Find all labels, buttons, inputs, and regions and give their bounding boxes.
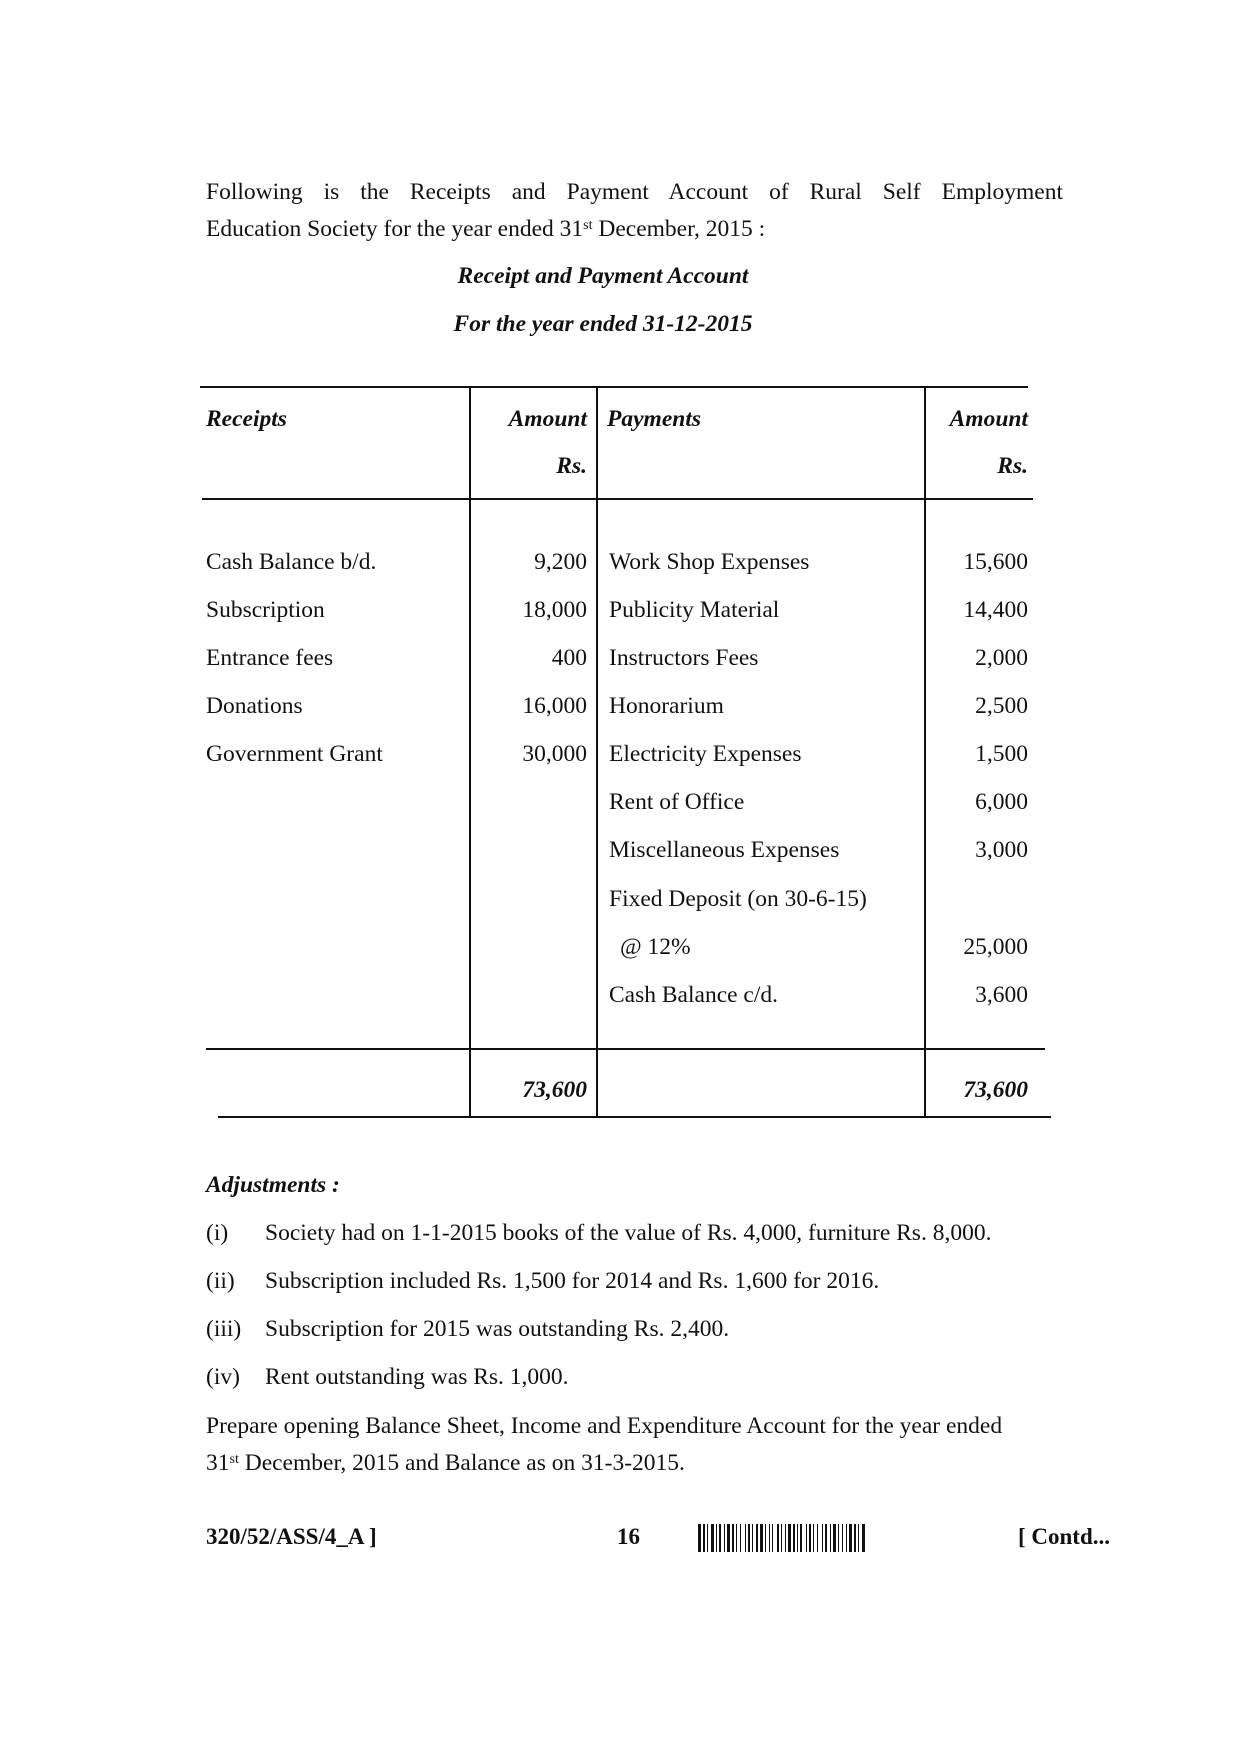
receipt-label: Cash Balance b/d. bbox=[206, 549, 377, 575]
instruction-line-2 bbox=[206, 1445, 1063, 1482]
barcode-bar bbox=[756, 1524, 758, 1552]
barcode-bar bbox=[740, 1524, 741, 1552]
intro-paragraph bbox=[206, 174, 1063, 248]
table-total-top-rule bbox=[206, 1048, 1045, 1050]
adjustment-item bbox=[206, 1364, 569, 1391]
table-col-divider-3 bbox=[924, 386, 926, 1117]
barcode-bar bbox=[745, 1524, 746, 1552]
barcode-bar bbox=[842, 1524, 843, 1552]
header-rs-receipts: Rs. bbox=[556, 453, 587, 479]
payment-amount: 14,400 bbox=[963, 597, 1028, 623]
barcode-bar bbox=[719, 1524, 721, 1552]
payment-label: Miscellaneous Expenses bbox=[609, 837, 840, 863]
adjustment-item bbox=[206, 1316, 729, 1343]
adjustments-title: Adjustments : bbox=[206, 1172, 340, 1198]
total-payments: 73,600 bbox=[963, 1077, 1028, 1103]
payment-label: Rent of Office bbox=[609, 789, 745, 815]
adjustment-text: Rent outstanding was Rs. 1,000. bbox=[265, 1364, 569, 1390]
table-top-rule bbox=[200, 386, 1028, 388]
barcode-bar bbox=[748, 1524, 750, 1552]
barcode-bar bbox=[822, 1524, 823, 1552]
barcode-bar bbox=[813, 1524, 814, 1552]
intro-line-2-end: December, 2015 : bbox=[592, 216, 766, 242]
payment-label: Instructors Fees bbox=[609, 645, 759, 671]
receipt-amount: 400 bbox=[551, 645, 587, 671]
barcode-bar bbox=[849, 1524, 852, 1552]
barcode-bar bbox=[724, 1524, 725, 1552]
barcode-bar bbox=[833, 1524, 836, 1552]
adjustment-text: Society had on 1-1-2015 books of the value of Rs. 4,000, furniture Rs. 8,000. bbox=[265, 1220, 992, 1246]
barcode-bar bbox=[760, 1524, 763, 1552]
header-payments: Payments bbox=[607, 406, 701, 432]
header-amount-payments: Amount bbox=[949, 406, 1028, 432]
intro-line-1: Following is the Receipts and Payment Account of Rural Self Employment bbox=[206, 179, 1063, 205]
adjustment-item bbox=[206, 1268, 879, 1295]
adjustment-number: (i) bbox=[206, 1220, 229, 1246]
receipt-label: Government Grant bbox=[206, 741, 383, 767]
receipt-label: Donations bbox=[206, 693, 303, 719]
total-receipts: 73,600 bbox=[522, 1077, 587, 1103]
table-col-divider-2 bbox=[596, 386, 598, 1117]
adjustment-number: (ii) bbox=[206, 1268, 235, 1294]
barcode-bar bbox=[732, 1524, 734, 1552]
receipt-amount: 16,000 bbox=[522, 693, 587, 719]
table-header-rule bbox=[202, 498, 1033, 500]
account-title: Receipt and Payment Account bbox=[457, 263, 749, 289]
footer-code: 320/52/ASS/4_A ] bbox=[206, 1524, 377, 1549]
barcode-bar bbox=[703, 1524, 705, 1552]
adjustment-item bbox=[206, 1220, 991, 1247]
continued-label: [ Contd... bbox=[1018, 1524, 1111, 1549]
intro-line-2-text: Education Society for the year ended 31 bbox=[206, 216, 584, 242]
barcode-bar bbox=[838, 1524, 839, 1552]
payment-amount: 3,600 bbox=[975, 982, 1028, 1008]
barcode-bar bbox=[772, 1524, 773, 1552]
barcode-bar bbox=[830, 1524, 831, 1552]
payment-amount: 3,000 bbox=[975, 837, 1028, 863]
barcode-bar bbox=[846, 1524, 847, 1552]
receipt-label: Subscription bbox=[206, 597, 325, 623]
barcode-bar bbox=[793, 1524, 795, 1552]
adjustment-text: Subscription for 2015 was outstanding Rs. 2,400. bbox=[265, 1316, 730, 1342]
instruction-line-2-text: December, 2015 and Balance as on 31-3-2015. bbox=[238, 1450, 685, 1476]
payment-label: @ 12% bbox=[620, 934, 691, 960]
barcode-image bbox=[698, 1524, 1000, 1552]
table-bottom-rule bbox=[218, 1116, 1051, 1118]
payment-label: Electricity Expenses bbox=[609, 741, 802, 767]
barcode-bar bbox=[858, 1524, 859, 1552]
barcode-bar bbox=[817, 1524, 818, 1552]
header-receipts: Receipts bbox=[206, 406, 287, 432]
barcode-bar bbox=[711, 1524, 714, 1552]
barcode-bar bbox=[800, 1524, 802, 1552]
payment-label: Honorarium bbox=[609, 693, 724, 719]
barcode-bar bbox=[809, 1524, 811, 1552]
payment-amount: 2,500 bbox=[975, 693, 1028, 719]
receipt-label: Entrance fees bbox=[206, 645, 334, 671]
account-period: For the year ended 31-12-2015 bbox=[453, 311, 753, 337]
adjustment-number: (iv) bbox=[206, 1364, 240, 1390]
header-rs-payments: Rs. bbox=[997, 453, 1028, 479]
adjustment-number: (iii) bbox=[206, 1316, 242, 1342]
barcode-bar bbox=[785, 1524, 786, 1552]
payment-amount: 1,500 bbox=[975, 741, 1028, 767]
payment-label: Publicity Material bbox=[609, 597, 780, 623]
payment-label: Work Shop Expenses bbox=[609, 549, 810, 575]
barcode-bar bbox=[854, 1524, 856, 1552]
receipt-amount: 18,000 bbox=[522, 597, 587, 623]
barcode-bar bbox=[727, 1524, 730, 1552]
barcode-bar bbox=[769, 1524, 770, 1552]
adjustment-text: Subscription included Rs. 1,500 for 2014 and Rs. 1,600 for 2016. bbox=[265, 1268, 880, 1294]
table-col-divider-1 bbox=[469, 386, 471, 1117]
intro-superscript: st bbox=[583, 218, 593, 233]
barcode-bar bbox=[797, 1524, 798, 1552]
barcode-bar bbox=[752, 1524, 753, 1552]
barcode-bar bbox=[806, 1524, 807, 1552]
instruction-line-2-start: 31 bbox=[206, 1450, 230, 1476]
payment-label: Cash Balance c/d. bbox=[609, 982, 779, 1008]
barcode-bar bbox=[788, 1524, 791, 1552]
intro-line-2 bbox=[206, 211, 1063, 248]
payment-amount: 2,000 bbox=[975, 645, 1028, 671]
receipt-amount: 9,200 bbox=[534, 549, 587, 575]
barcode-bar bbox=[781, 1524, 782, 1552]
receipt-amount: 30,000 bbox=[522, 741, 587, 767]
barcode-bar bbox=[736, 1524, 737, 1552]
header-amount-receipts: Amount bbox=[508, 406, 587, 432]
barcode-bar bbox=[716, 1524, 717, 1552]
payment-amount: 6,000 bbox=[975, 789, 1028, 815]
payment-label: Fixed Deposit (on 30-6-15) bbox=[609, 886, 867, 912]
barcode-bar bbox=[825, 1524, 827, 1552]
page-number: 16 bbox=[617, 1524, 640, 1549]
barcode-bar bbox=[862, 1524, 865, 1552]
barcode-bar bbox=[707, 1524, 708, 1552]
payment-amount: 15,600 bbox=[963, 549, 1028, 575]
barcode-bar bbox=[698, 1524, 701, 1552]
barcode-bar bbox=[765, 1524, 766, 1552]
instruction-line-1: Prepare opening Balance Sheet, Income and Expenditure Account for the year ended bbox=[206, 1413, 1003, 1439]
instruction-superscript: st bbox=[229, 1452, 239, 1467]
payment-amount: 25,000 bbox=[963, 934, 1028, 960]
barcode-bar bbox=[777, 1524, 779, 1552]
instruction-paragraph bbox=[206, 1408, 1063, 1482]
